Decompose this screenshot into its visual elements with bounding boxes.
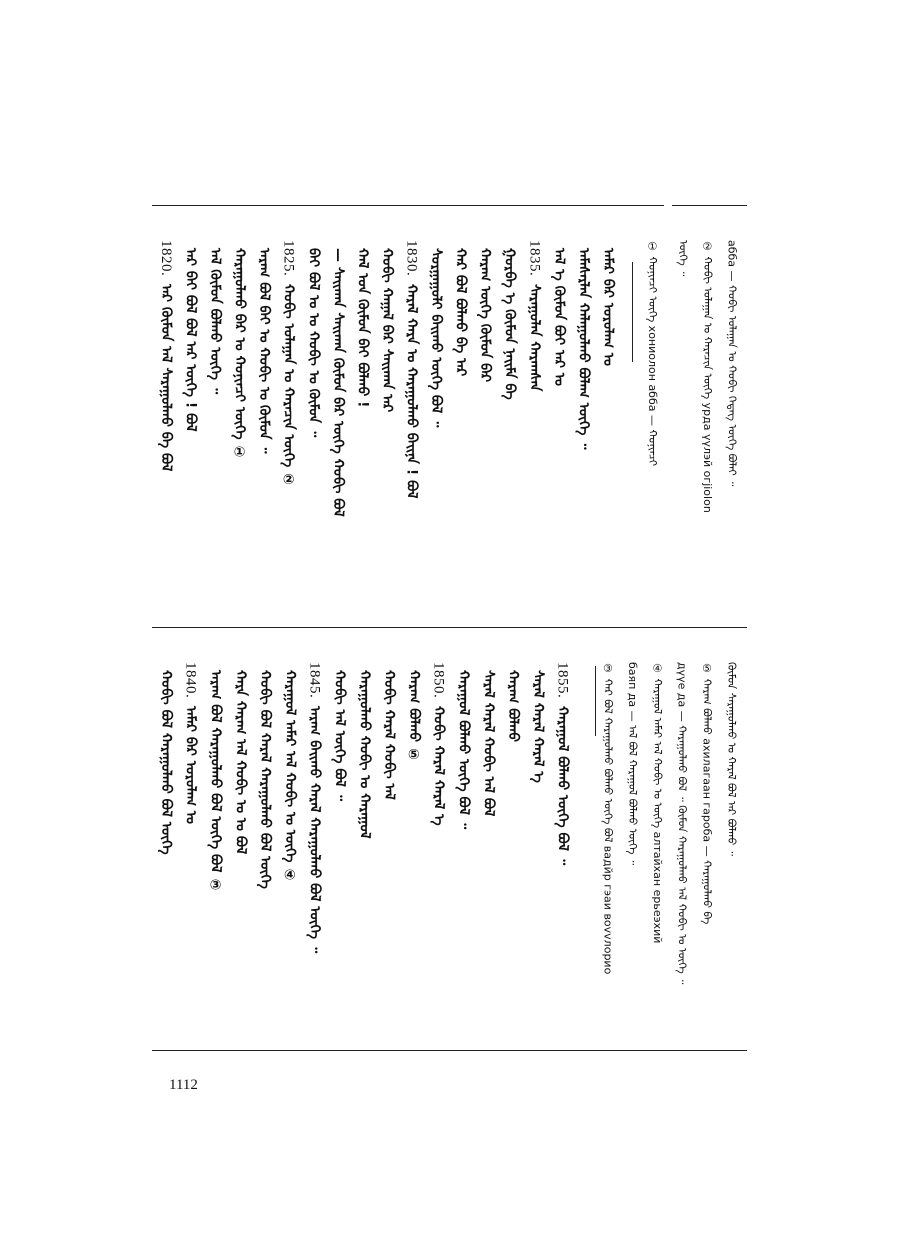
verse-text: ᠪᠠᠢ ᠪᠣᠯ ᠤ ᠤ ᠬᠤᠪᠢ ᠤ ᠬᠦᠮᠦᠨ ᠃ (305, 248, 322, 438)
verse-text: ᠬᠠᠷᠠᠭᠤᠯᠬᠤ ᠬᠤᠪᠢ ᠤ ᠬᠠᠷᠠᠭᠤᠯ (356, 670, 373, 839)
note-text: ④ ᠬᠠᠷᠠᠭᠤᠯ ᠠᠮᠠᠷ ᠠᠯ ᠬᠤᠪᠢ ᠤ ᠦᠭᠡ алтайхан ерьеэхий (650, 662, 664, 944)
verse-line (279, 662, 301, 883)
verse-text: ᠭᠤᠷᠪᠠ ᠡ ᠬᠦᠮᠦᠨ ᠨᠠᠢᠮᠠ ᠪᠠ (501, 248, 518, 400)
note-text: ② ᠬᠤᠪᠢ ᠤᠯᠠᠭᠠᠨ ᠤ ᠬᠠᠷᠠᠴᠢᠨ ᠦᠭᠡ урда үүлэй огjiolon (700, 240, 714, 513)
verse-text: ᠬᠠᠯ ᠤᠨ ᠬᠦᠮᠦᠨ ᠪᠠᠢ ᠪᠣᠯᠬᠤ ! (354, 248, 371, 408)
upper-block (152, 240, 742, 620)
verse-line (253, 240, 274, 454)
verse-line (523, 240, 545, 392)
note-text: ⑤ ᠬᠠᠷᠠᠭ ᠪᠣᠯᠬᠤ ахилагаан гароба — ᠬᠠᠷᠠᠭᠤᠯᠬᠤ ᠪᠠ (700, 662, 714, 925)
top-rule (152, 205, 664, 206)
verse-line (453, 662, 475, 829)
verse-text: ᠬᠠᠷᠠᠯ ᠬᠠᠷᠠ ᠤ ᠬᠠᠷᠠᠭᠤᠯᠬᠤ ᠪᠠᠢᠨᠠ ! ᠪᠣᠯ (403, 284, 420, 499)
verse-line (428, 662, 450, 826)
verse-text: ᠰᠤᠷᠭᠠᠭᠤᠯᠢ ᠪᠠᠢᠬᠤ ᠦᠭᠡ ᠪᠣᠯ ᠃ (428, 248, 445, 428)
line-number: 1820. (157, 240, 174, 277)
verse-text: ᠬᠤᠪᠢ ᠬᠠᠷᠠᠯ ᠬᠠᠷᠠᠯ ᠡ (430, 706, 447, 826)
upper-note-2 (696, 240, 717, 513)
lower-note-1 (720, 662, 742, 856)
verse-line (180, 240, 201, 432)
verse-line (527, 662, 549, 783)
upper-note-4 (641, 240, 662, 466)
verse-line (352, 240, 373, 407)
verse-text: ᠠᠷ ᠬᠦᠮᠦᠨ ᠠᠯ ᠰᠠᠷᠠᠭᠤᠯᠬᠤ ᠪᠠ ᠪᠣᠯ (157, 284, 174, 472)
verse-text: ᠰᠠᠷᠠᠯ ᠬᠠᠷᠠᠯ ᠬᠤᠪᠢ ᠠᠯ ᠪᠣᠯ (480, 670, 497, 817)
upper-note-1 (721, 240, 742, 486)
note-text: ① ᠬᠣᠨᠢᠨᠴᠢ ᠦᠭᠡ хониолон абба — ᠬᠣᠨᠢᠨᠴᠢ (645, 240, 659, 467)
verse-line (401, 240, 423, 499)
verse-line (327, 240, 348, 517)
verse-text: ᠬᠠᠷᠠᠭᠤᠯᠬᠤ ᠪᠠᠷ ᠤ ᠬᠣᠨᠢᠨᠴᠢ ᠦᠭᠡ ① (231, 248, 248, 461)
bottom-rule (152, 1050, 747, 1051)
verse-text: ᠰᠠᠷᠠᠯ ᠬᠠᠷᠠᠯ ᠬᠠᠷᠠᠯ ᠡ (529, 670, 546, 783)
note-text: ᠬᠦᠮᠦᠨ ᠰᠠᠷᠠᠭᠤᠯᠬᠤ ᠤ ᠬᠠᠷᠠᠯ ᠪᠣᠯ ᠠᠷ ᠪᠣᠯᠬᠤ ᠃ (725, 662, 739, 857)
verse-line (204, 240, 225, 394)
note-text: абба — ᠬᠤᠪᠢ ᠤᠯᠠᠭᠠᠨ ᠤ ᠬᠤᠪᠢ ᠭᠡᠳᠡᠭ ᠦᠭᠡ ᠪᠣᠯᠠᠢ ᠃ (725, 240, 739, 487)
verse-text: ᠬᠠᠷᠠᠭᠤᠯ ᠪᠣᠯᠬᠤ ᠦᠭᠡ ᠪᠣᠯ ᠃ (455, 670, 472, 830)
line-number: 1850. (430, 662, 447, 699)
verse-text: ᠬᠠᠷᠠ ᠬᠠᠷᠠᠭ ᠠᠯ ᠬᠤᠪᠢ ᠤ ᠤ ᠪᠣᠯ (232, 670, 249, 855)
verse-text: ᠠᠮᠠᠷ ᠪᠡᠷ ᠣᠷᠤᠯᠠᠭ ᠤ (182, 706, 199, 825)
verse-line (548, 240, 569, 386)
verse-line (155, 662, 177, 855)
verse-line (229, 662, 251, 854)
note-text: дүүе да — ᠬᠠᠷᠠᠭᠤᠯᠬᠤ ᠪᠣᠯ ᠃ ᠬᠦᠮᠦᠨ ᠬᠠᠷᠠᠭᠤᠯᠬᠤ ᠠᠯ ᠬᠤᠪᠢ ᠤ ᠦᠭᠡ ᠃ (675, 662, 689, 985)
verse-line (353, 662, 375, 839)
verse-line (403, 662, 425, 763)
line-number: 1845. (306, 662, 323, 699)
verse-line (303, 240, 324, 437)
verse-text: ᠬᠤᠪᠢ ᠠᠯ ᠦᠭᠡ ᠪᠣᠯ ᠃ (331, 670, 348, 801)
verse-text: ᠬᠠᠷᠠᠭᠤᠯ ᠪᠣᠯᠬᠤ ᠦᠭᠡ ᠪᠣᠯ ᠃ (554, 706, 571, 866)
verse-text: ᠠᠮᠠᠷ ᠪᠡᠷ ᠣᠷᠤᠯᠠᠭ ᠤ (599, 248, 616, 366)
verse-line (573, 240, 594, 449)
verse-text: ᠬᠠᠷ ᠪᠣᠯ ᠪᠣᠯᠬᠤ ᠪᠠ ᠠᠷ (452, 248, 469, 377)
verse-text: ᠠᠮᠠᠰᠠᠷᠯᠠᠨ ᠬᠠᠯᠠᠭᠤᠯᠬᠤ ᠪᠣᠯᠠᠭ ᠦᠭᠡ ᠃ (575, 248, 592, 450)
lower-note-2 (696, 662, 718, 924)
verse-text: ᠠᠷᠠᠭ ᠪᠣᠯ ᠬᠠᠷᠠᠭᠤᠯᠬᠤ ᠪᠣᠯ ᠦᠭᠡ ᠪᠣᠯ ③ (207, 670, 224, 894)
verse-text: ᠬᠠᠷᠠᠭᠤᠯ ᠠᠮᠠᠷ ᠠᠯ ᠬᠤᠪᠢ ᠤ ᠦᠭᠡ ④ (281, 670, 298, 884)
line-number: 1835. (526, 240, 543, 277)
verse-line (450, 240, 471, 376)
note-text: ③ ᠬᠠᠷ ᠪᠣᠯ ᠬᠠᠷᠠᠭᠤᠯᠬᠤ ᠪᠣᠯᠬᠤ ᠦᠭᠡ ᠪᠣᠯ вадйр гэаи воvvлорио (601, 662, 615, 975)
verse-line (552, 662, 574, 865)
verse-line (155, 240, 177, 472)
verse-text: ᠰᠠᠷᠠᠭᠤᠯᠠᠨ ᠬᠠᠷᠠᠭᠰᠠᠨ (526, 284, 543, 392)
lower-note-4 (646, 662, 668, 943)
verse-line (278, 240, 300, 488)
verse-line (229, 240, 250, 461)
line-number: 1830. (403, 240, 420, 277)
verse-line (502, 662, 524, 742)
verse-line (205, 662, 227, 893)
verse-text: ᠠᠷᠠᠭ ᠪᠠᠢᠬᠤ ᠬᠠᠷᠠᠯ ᠬᠠᠷᠠᠭᠤᠯᠬᠤ ᠪᠣᠯ ᠦᠭᠡ ᠃ (306, 706, 323, 954)
lower-note-3 (671, 662, 693, 984)
verse-text: ᠠᠷᠠᠭ ᠪᠣᠯ ᠪᠠᠢ ᠤ ᠬᠤᠪᠢ ᠤ ᠬᠦᠮᠦᠨ ᠃ (255, 248, 272, 454)
verse-line (304, 662, 326, 953)
verse-line (474, 240, 495, 382)
lower-note-5 (621, 662, 643, 865)
upper-note-3 (672, 240, 693, 276)
verse-line (597, 240, 618, 366)
line-number: 1840. (182, 662, 199, 699)
verse-text: ᠬᠤᠪᠢ ᠬᠠᠭᠠᠯ ᠪᠠᠷ ᠰᠠᠢᠬᠠᠨ ᠠᠷ (378, 248, 395, 413)
verse-line (254, 662, 276, 889)
page-number: 1112 (169, 1077, 198, 1093)
note-text: баяп да — ᠠᠯ ᠪᠣᠯ ᠬᠠᠷᠠᠭᠤᠯ ᠪᠣᠯᠬᠤ ᠦᠭᠡ ᠃ (626, 662, 640, 866)
top-rule-right (672, 205, 747, 206)
lower-block (152, 662, 742, 1042)
verse-line (426, 240, 447, 427)
verse-text: ᠠᠷ ᠪᠠᠢ ᠪᠣᠯ ᠪᠣᠯ ᠠᠷ ᠦᠭᠡ ! ᠪᠣᠯ (182, 248, 199, 432)
line-number: 1825. (280, 240, 297, 277)
verse-text: ᠠᠯ ᠡ ᠬᠦᠮᠦᠨ ᠪᠤᠢ ᠠᠷ ᠤ (551, 248, 568, 386)
verse-text: — ᠰᠠᠢᠬᠠᠨ ᠰᠠᠢᠬᠠᠨ ᠬᠦᠮᠦᠨ ᠪᠠᠷ ᠦᠭᠡ ᠬᠤᠪᠢ ᠪᠣᠯ (329, 248, 346, 517)
verse-line (376, 240, 397, 412)
verse-text: ᠬᠤᠪᠢ ᠤᠯᠠᠭᠠᠨ ᠤ ᠬᠠᠷᠠᠴᠢᠨ ᠦᠭᠡ ② (280, 284, 297, 489)
verse-text: ᠬᠠᠷᠠᠭ ᠦᠭᠡ ᠬᠦᠮᠦᠨ ᠪᠠᠷ (477, 248, 494, 383)
lower-note-6 (597, 662, 619, 974)
line-number: 1855. (554, 662, 571, 699)
verse-line (477, 662, 499, 816)
verse-line (499, 240, 520, 400)
verse-text: ᠬᠠᠷᠠᠭ ᠪᠣᠯᠬᠤ ⑤ (405, 670, 422, 763)
note-text: ᠦᠭᠡ ᠃ (676, 240, 690, 277)
middle-rule (152, 627, 747, 628)
verse-line (329, 662, 351, 801)
verse-line (180, 662, 202, 824)
verse-text: ᠬᠤᠪᠢ ᠬᠠᠷᠠᠯ ᠬᠤᠪᠢ ᠠᠯ (381, 670, 398, 800)
verse-text: ᠠᠯ ᠬᠦᠮᠦᠨ ᠪᠣᠯᠬᠤ ᠦᠭᠡ ᠃ (207, 248, 224, 395)
verse-text: ᠬᠠᠷᠠᠭ ᠪᠣᠯᠬᠤ (505, 670, 522, 743)
verse-text: ᠬᠤᠪᠢ ᠪᠣᠯ ᠬᠠᠷᠠᠯ ᠬᠠᠷᠠᠭᠤᠯᠬᠤ ᠪᠣᠯ ᠦᠭᠡ (257, 670, 274, 889)
verse-line (378, 662, 400, 800)
verse-text: ᠬᠤᠪᠢ ᠪᠣᠯ ᠬᠠᠷᠠᠭᠤᠯᠬᠤ ᠪᠣᠯ ᠦᠭᠡ (157, 670, 174, 855)
